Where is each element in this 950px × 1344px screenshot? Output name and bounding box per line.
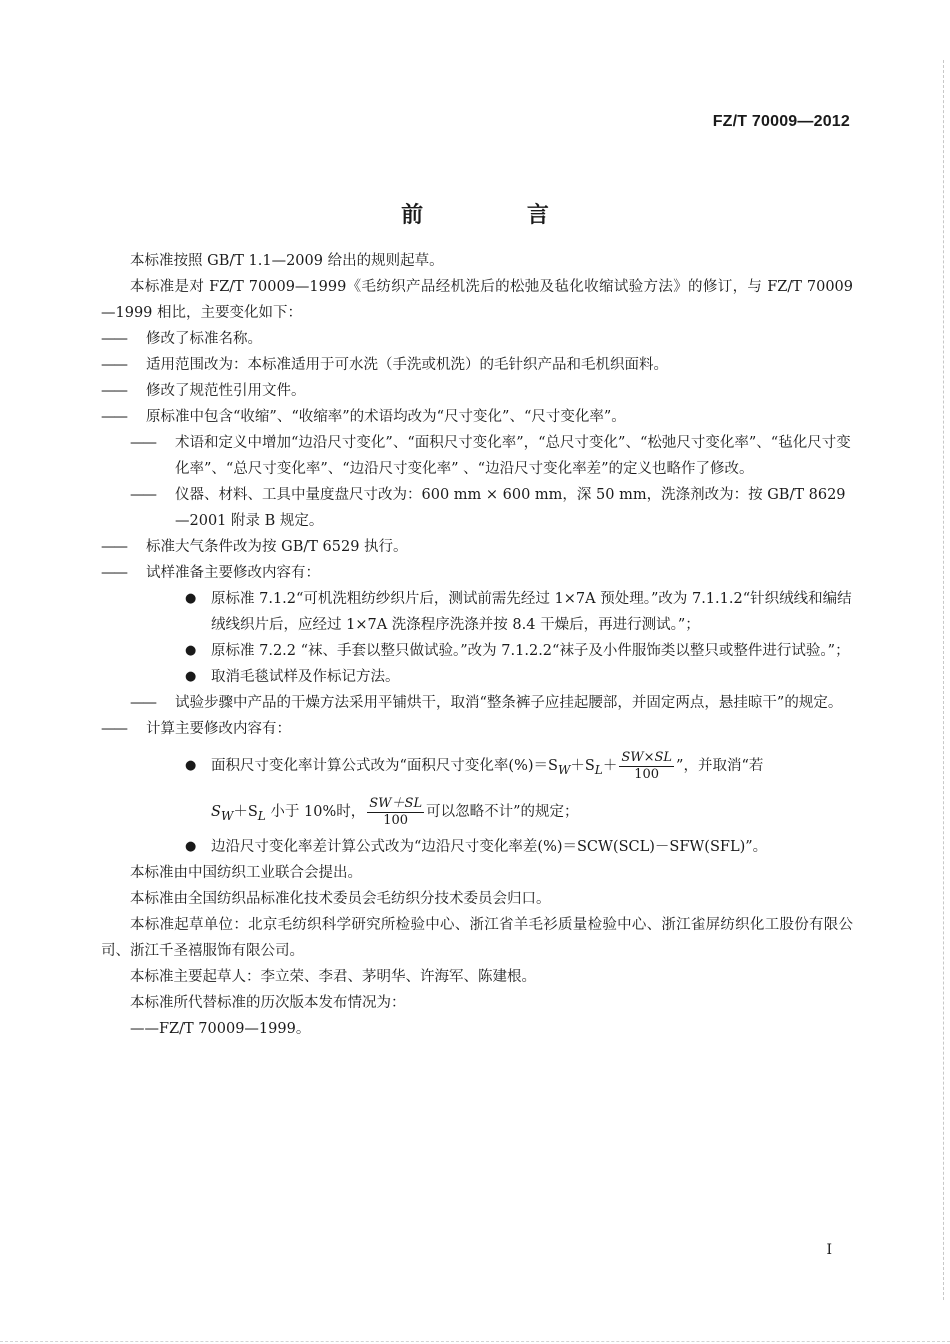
change-item: —— 试验步骤中产品的干燥方法采用平铺烘干，取消“整条裤子应挂起腰部，并固定两点，悬挂晾干”的规定。 (101, 690, 853, 716)
dash-mark: —— (130, 487, 155, 503)
dash-mark: —— (101, 383, 126, 399)
scan-edge-bottom (0, 1341, 950, 1342)
formula-bullet: ● 面积尺寸变化率计算公式改为“面积尺寸变化率$(\%)=S_W+S_L+$ $\frac{SW\times SL}{100}$ ”，并取消“若 (101, 742, 853, 790)
change-item: —— 术语和定义中增加“边沿尺寸变化”、“面积尺寸变化率”，“总尺寸变化”、“松弛尺寸变化率”、“毡化尺寸变化率”、“总尺寸变化率”、“边沿尺寸变化率” 、“边沿尺寸变化率差”的定义也略作了修改。 (101, 430, 853, 482)
paragraph: 本标准主要起草人：李立荣、李君、茅明华、许海军、陈建根。 (130, 969, 536, 985)
paragraph: 本标准由全国纺织品标准化技术委员会毛纺织分技术委员会归口。 (130, 891, 551, 907)
page-number: I (826, 1242, 832, 1258)
ignore-formula-fraction: $\frac{SW+SL}{100}$ (369, 795, 423, 828)
bullet-icon: ● (185, 643, 197, 658)
paragraph: 本标准按照 GB/T 1.1—2009 给出的规则起草。 (130, 253, 444, 269)
bullet-item: ● 边沿尺寸变化率差计算公式改为“边沿尺寸变化率差(%)＝SCW(SCL)－SFW(SFL)”。 (101, 834, 853, 860)
dash-mark: —— (101, 539, 126, 555)
dash-mark: —— (101, 409, 126, 425)
dash-mark: —— (130, 435, 155, 451)
dash-mark: —— (101, 565, 126, 581)
change-item: —— 修改了标准名称。 (101, 326, 853, 352)
paragraph: 本标准起草单位：北京毛纺织科学研究所检验中心、浙江省羊毛衫质量检验中心、浙江雀屏纺织化工股份有限公司、浙江千圣禧服饰有限公司。 (101, 917, 853, 959)
bullet-item: ● 原标准 7.1.2“可机洗粗纺纱织片后，测试前需先经过 1×7A 预处理。”改为 7.1.1.2“针织绒线和编结绒线织片后，应经过 1×7A 洗涤程序洗涤并按 8.4 干燥后，再进行测试。”； (101, 586, 853, 638)
dash-mark: —— (101, 331, 126, 347)
paragraph: 本标准所代替标准的历次版本发布情况为： (130, 995, 406, 1011)
bullet-icon: ● (185, 758, 197, 773)
foreword-body (101, 248, 853, 1042)
change-item: —— 仪器、材料、工具中量度盘尺寸改为：600 mm × 600 mm，深 50 mm，洗涤剂改为：按 GB/T 8629—2001 附录 B 规定。 (101, 482, 853, 534)
area-formula-fraction: $\frac{SW\times SL}{100}$ (621, 749, 673, 782)
dash-mark: —— (130, 695, 155, 711)
paragraph: ——FZ/T 70009—1999。 (130, 1021, 311, 1037)
standard-code: FZ/T 70009—2012 (712, 113, 850, 130)
change-item: —— 计算主要修改内容有： (101, 716, 853, 742)
paragraph: 本标准由中国纺织工业联合会提出。 (130, 865, 362, 881)
change-item: —— 修改了规范性引用文件。 (101, 378, 853, 404)
change-item: —— 试样准备主要修改内容有： (101, 560, 853, 586)
dash-mark: —— (101, 357, 126, 373)
bullet-icon: ● (185, 839, 197, 854)
change-item: —— 标准大气条件改为按 GB/T 6529 执行。 (101, 534, 853, 560)
change-item: —— 适用范围改为：本标准适用于可水洗（手洗或机洗）的毛针织产品和毛机织面料。 (101, 352, 853, 378)
change-item: —— 原标准中包含“收缩”、“收缩率”的术语均改为“尺寸变化”、“尺寸变化率”。 (101, 404, 853, 430)
bullet-icon: ● (185, 591, 197, 606)
paragraph: 本标准是对 FZ/T 70009—1999《毛纺织产品经机洗后的松弛及毡化收缩试验方法》的修订，与 FZ/T 70009—1999 相比，主要变化如下： (101, 279, 853, 321)
bullet-item: ● 原标准 7.2.2 “袜、手套以整只做试验。”改为 7.1.2.2“袜子及小件服饰类以整只或整件进行试验。”； (101, 638, 853, 664)
bullet-icon: ● (185, 669, 197, 684)
formula-continuation: $S_W+S_L$ 小于 10%时， $\frac{SW+SL}{100}$ 可以忽略不计”的规定； (211, 795, 579, 828)
scan-edge-right (943, 60, 944, 1300)
page-title: 前 言 (401, 203, 597, 228)
dash-mark: —— (101, 721, 126, 737)
bullet-item: ● 取消毛毯试样及作标记方法。 (101, 664, 853, 690)
